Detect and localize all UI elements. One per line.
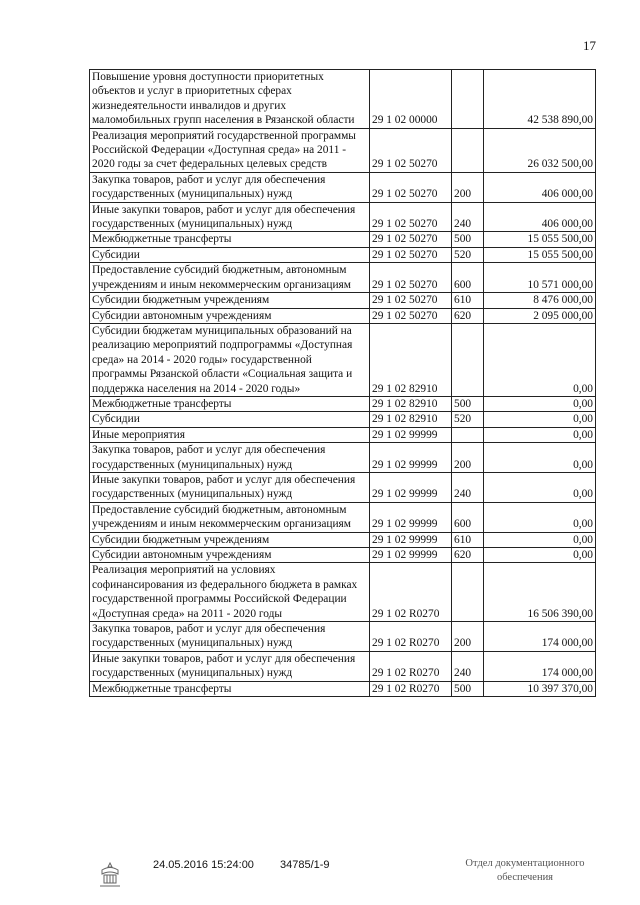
table-row [90, 412, 596, 427]
row-code: 29 1 02 50270 [370, 263, 452, 293]
row-expense-type: 240 [452, 472, 484, 502]
table-row [90, 202, 596, 232]
row-code: 29 1 02 R0270 [370, 681, 452, 696]
row-name: Субсидии бюджетным учреждениям [90, 293, 370, 308]
row-amount: 10 571 000,00 [484, 263, 596, 293]
row-name: Межбюджетные трансферты [90, 681, 370, 696]
budget-table-body [90, 70, 596, 697]
row-code: 29 1 02 99999 [370, 548, 452, 563]
page-number: 17 [583, 38, 596, 53]
footer-department: Отдел документационного обеспечения [465, 858, 585, 883]
row-expense-type: 620 [452, 308, 484, 323]
page-footer [0, 856, 640, 896]
row-code: 29 1 02 99999 [370, 472, 452, 502]
row-code: 29 1 02 99999 [370, 443, 452, 473]
row-expense-type: 200 [452, 622, 484, 652]
row-name: Реализация мероприятий государственной программы Российской Федерации «Доступная среда» на 2011 - 2020 годы за счет федеральных целевых средств [90, 128, 370, 172]
row-expense-type: 610 [452, 532, 484, 547]
row-name: Межбюджетные трансферты [90, 396, 370, 411]
row-name: Реализация мероприятий на условиях софинансирования из федерального бюджета в рамках государственной программы Российской Федерации «Доступная среда» на 2011 - 2020 годы [90, 563, 370, 622]
row-name: Иные закупки товаров, работ и услуг для обеспечения государственных (муниципальных) нужд [90, 472, 370, 502]
row-code: 29 1 02 50270 [370, 128, 452, 172]
row-expense-type [452, 563, 484, 622]
table-row [90, 396, 596, 411]
row-expense-type [452, 323, 484, 396]
table-row [90, 128, 596, 172]
row-expense-type: 200 [452, 172, 484, 202]
table-row [90, 681, 596, 696]
row-amount: 174 000,00 [484, 622, 596, 652]
row-code: 29 1 02 00000 [370, 70, 452, 129]
row-name: Субсидии [90, 247, 370, 262]
row-amount: 0,00 [484, 396, 596, 411]
table-row [90, 651, 596, 681]
table-row [90, 548, 596, 563]
row-name: Закупка товаров, работ и услуг для обеспечения государственных (муниципальных) нужд [90, 443, 370, 473]
row-expense-type: 600 [452, 502, 484, 532]
row-name: Межбюджетные трансферты [90, 232, 370, 247]
row-name: Иные мероприятия [90, 427, 370, 442]
row-name: Закупка товаров, работ и услуг для обеспечения государственных (муниципальных) нужд [90, 622, 370, 652]
row-expense-type [452, 128, 484, 172]
row-name: Субсидии бюджетным учреждениям [90, 532, 370, 547]
row-expense-type: 500 [452, 232, 484, 247]
row-code: 29 1 02 99999 [370, 532, 452, 547]
row-expense-type: 200 [452, 443, 484, 473]
row-name: Предоставление субсидий бюджетным, автономным учреждениям и иным некоммерческим организациям [90, 502, 370, 532]
row-name: Закупка товаров, работ и услуг для обеспечения государственных (муниципальных) нужд [90, 172, 370, 202]
row-code: 29 1 02 50270 [370, 247, 452, 262]
row-code: 29 1 02 82910 [370, 323, 452, 396]
row-amount: 26 032 500,00 [484, 128, 596, 172]
footer-doc-number: 34785/1-9 [280, 859, 330, 871]
table-row [90, 263, 596, 293]
row-amount: 0,00 [484, 472, 596, 502]
row-expense-type: 240 [452, 651, 484, 681]
row-amount: 42 538 890,00 [484, 70, 596, 129]
row-code: 29 1 02 50270 [370, 232, 452, 247]
row-name: Предоставление субсидий бюджетным, автономным учреждениям и иным некоммерческим организациям [90, 263, 370, 293]
row-amount: 15 055 500,00 [484, 247, 596, 262]
row-code: 29 1 02 R0270 [370, 622, 452, 652]
row-amount: 406 000,00 [484, 172, 596, 202]
row-name: Субсидии [90, 412, 370, 427]
row-amount: 0,00 [484, 412, 596, 427]
row-amount: 15 055 500,00 [484, 232, 596, 247]
row-expense-type: 600 [452, 263, 484, 293]
row-name: Субсидии автономным учреждениям [90, 308, 370, 323]
row-name: Иные закупки товаров, работ и услуг для обеспечения государственных (муниципальных) нужд [90, 202, 370, 232]
row-amount: 0,00 [484, 323, 596, 396]
row-amount: 0,00 [484, 443, 596, 473]
row-amount: 0,00 [484, 502, 596, 532]
row-code: 29 1 02 82910 [370, 412, 452, 427]
row-code: 29 1 02 50270 [370, 172, 452, 202]
row-expense-type [452, 70, 484, 129]
row-amount: 2 095 000,00 [484, 308, 596, 323]
table-row [90, 443, 596, 473]
row-expense-type: 520 [452, 412, 484, 427]
row-amount: 0,00 [484, 532, 596, 547]
row-amount: 8 476 000,00 [484, 293, 596, 308]
table-row [90, 532, 596, 547]
row-expense-type: 500 [452, 681, 484, 696]
row-amount: 174 000,00 [484, 651, 596, 681]
table-row [90, 247, 596, 262]
row-expense-type: 620 [452, 548, 484, 563]
table-row [90, 70, 596, 129]
row-expense-type: 240 [452, 202, 484, 232]
row-expense-type: 610 [452, 293, 484, 308]
row-code: 29 1 02 50270 [370, 202, 452, 232]
table-row [90, 622, 596, 652]
row-code: 29 1 02 50270 [370, 293, 452, 308]
table-row [90, 563, 596, 622]
table-row [90, 502, 596, 532]
row-code: 29 1 02 50270 [370, 308, 452, 323]
table-row [90, 172, 596, 202]
table-row [90, 308, 596, 323]
table-row [90, 232, 596, 247]
row-code: 29 1 02 R0270 [370, 651, 452, 681]
row-code: 29 1 02 99999 [370, 427, 452, 442]
row-expense-type: 520 [452, 247, 484, 262]
row-expense-type: 500 [452, 396, 484, 411]
row-amount: 406 000,00 [484, 202, 596, 232]
table-row [90, 472, 596, 502]
table-row [90, 323, 596, 396]
row-name: Иные закупки товаров, работ и услуг для обеспечения государственных (муниципальных) нужд [90, 651, 370, 681]
emblem-stamp-icon [95, 860, 125, 890]
row-amount: 0,00 [484, 427, 596, 442]
row-amount: 10 397 370,00 [484, 681, 596, 696]
row-amount: 0,00 [484, 548, 596, 563]
row-expense-type [452, 427, 484, 442]
table-row [90, 293, 596, 308]
table-row [90, 427, 596, 442]
row-name: Субсидии бюджетам муниципальных образований на реализацию мероприятий подпрограммы «Доступная среда» на 2014 - 2020 годы» государственной программы Рязанской области «Социальная защита и поддержка населения на 2014 - 2020 годы» [90, 323, 370, 396]
row-name: Субсидии автономным учреждениям [90, 548, 370, 563]
row-amount: 16 506 390,00 [484, 563, 596, 622]
row-code: 29 1 02 R0270 [370, 563, 452, 622]
budget-table [89, 69, 596, 697]
row-code: 29 1 02 99999 [370, 502, 452, 532]
row-code: 29 1 02 82910 [370, 396, 452, 411]
footer-date: 24.05.2016 15:24:00 [153, 859, 254, 871]
row-name: Повышение уровня доступности приоритетных объектов и услуг в приоритетных сферах жизнедеятельности инвалидов и других маломобильных групп населения в Рязанской области [90, 70, 370, 129]
